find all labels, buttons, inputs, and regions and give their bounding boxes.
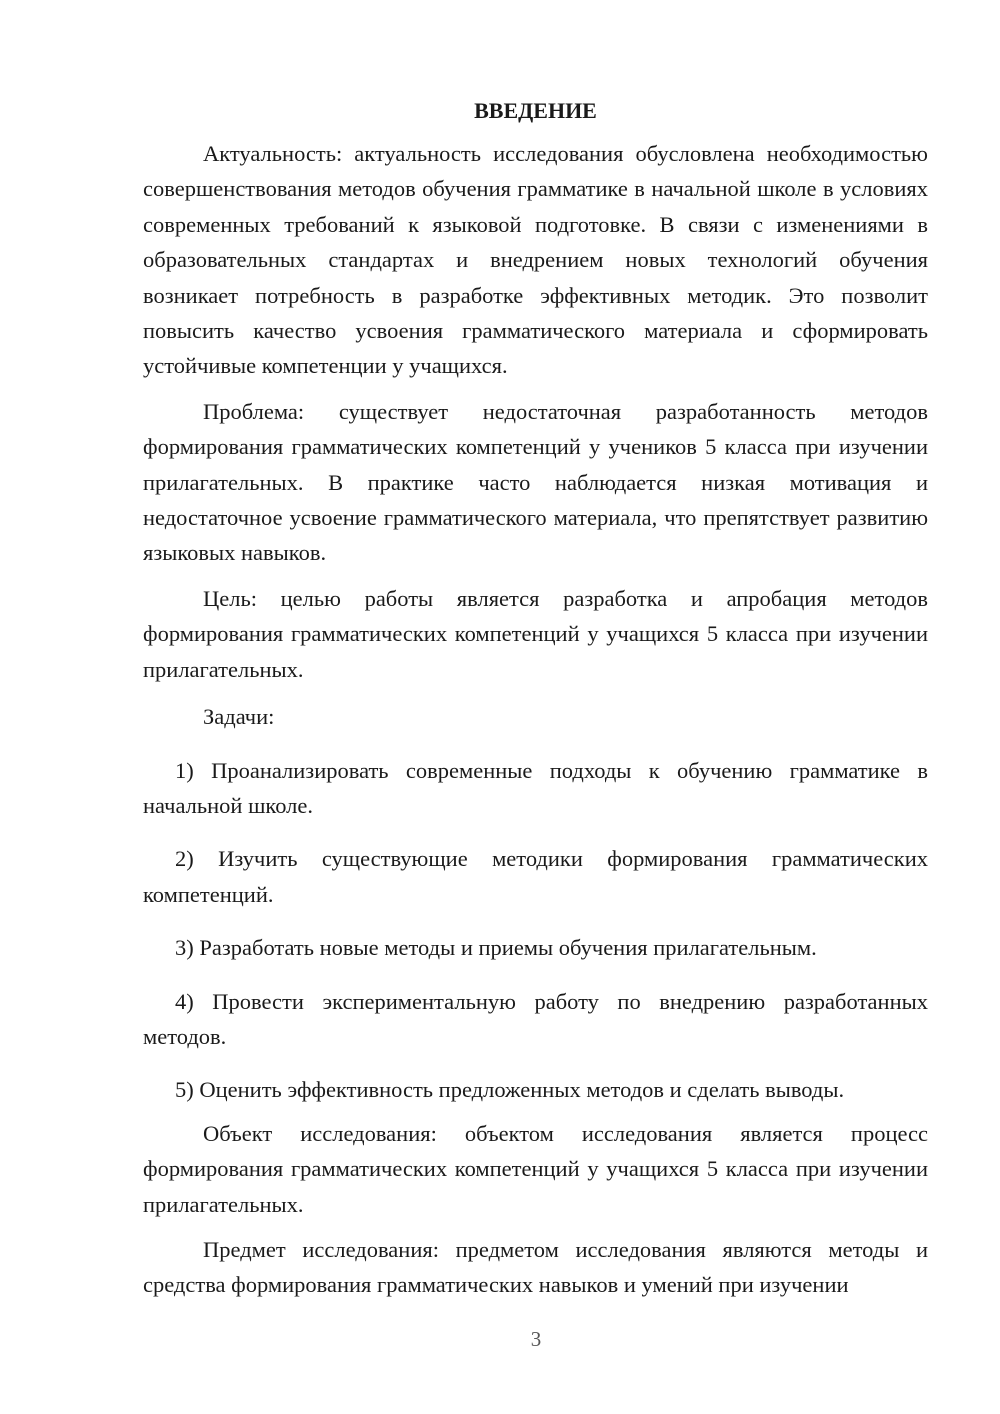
object-paragraph: Объект исследования: объектом исследования является процесс формирования грамматических компетенций у учащихся 5 класса при изучении прилагательных. <box>143 1120 928 1217</box>
section-title: ВВЕДЕНИЕ <box>474 98 597 123</box>
goal-paragraph: Цель: целью работы является разработка и апробация методов формирования грамматических компетенций у учащихся 5 класса при изучении прилагательных. <box>143 585 928 682</box>
tasks-heading: Задачи: <box>203 704 275 730</box>
task-item: 2) Изучить существующие методики формирования грамматических компетенций. <box>143 846 928 907</box>
task-item: 3) Разработать новые методы и приемы обучения прилагательным. <box>175 935 817 961</box>
subject-paragraph: Предмет исследования: предметом исследования являются методы и средства формирования грамматических навыков и умений при изучении <box>143 1236 928 1298</box>
page-number: 3 <box>530 1327 542 1351</box>
problem-paragraph: Проблема: существует недостаточная разработанность методов формирования грамматических компетенций у учеников 5 класса при изучении прилагательных. В практике часто наблюдается низкая мотивация и недостаточное усвоение грамматического материала, что препятствует развитию языковых навыков. <box>143 398 928 566</box>
relevance-paragraph: Актуальность: актуальность исследования обусловлена необходимостью совершенствования методов обучения грамматике в начальной школе в условиях современных требований к языковой подготовке. В связи с изменениями в образовательных стандартах и внедрением новых технологий обучения возникает потребность в разработке эффективных методик. Это позволит повысить качество усвоения грамматического материала и сформировать устойчивые компетенции у учащихся. <box>143 141 928 379</box>
task-item: 5) Оценить эффективность предложенных методов и сделать выводы. <box>175 1077 845 1103</box>
page-content <box>143 91 928 1303</box>
task-item: 1) Проанализировать современные подходы к обучению грамматике в начальной школе. <box>143 757 928 818</box>
task-item: 4) Провести экспериментальную работу по внедрению разработанных методов. <box>143 988 928 1049</box>
